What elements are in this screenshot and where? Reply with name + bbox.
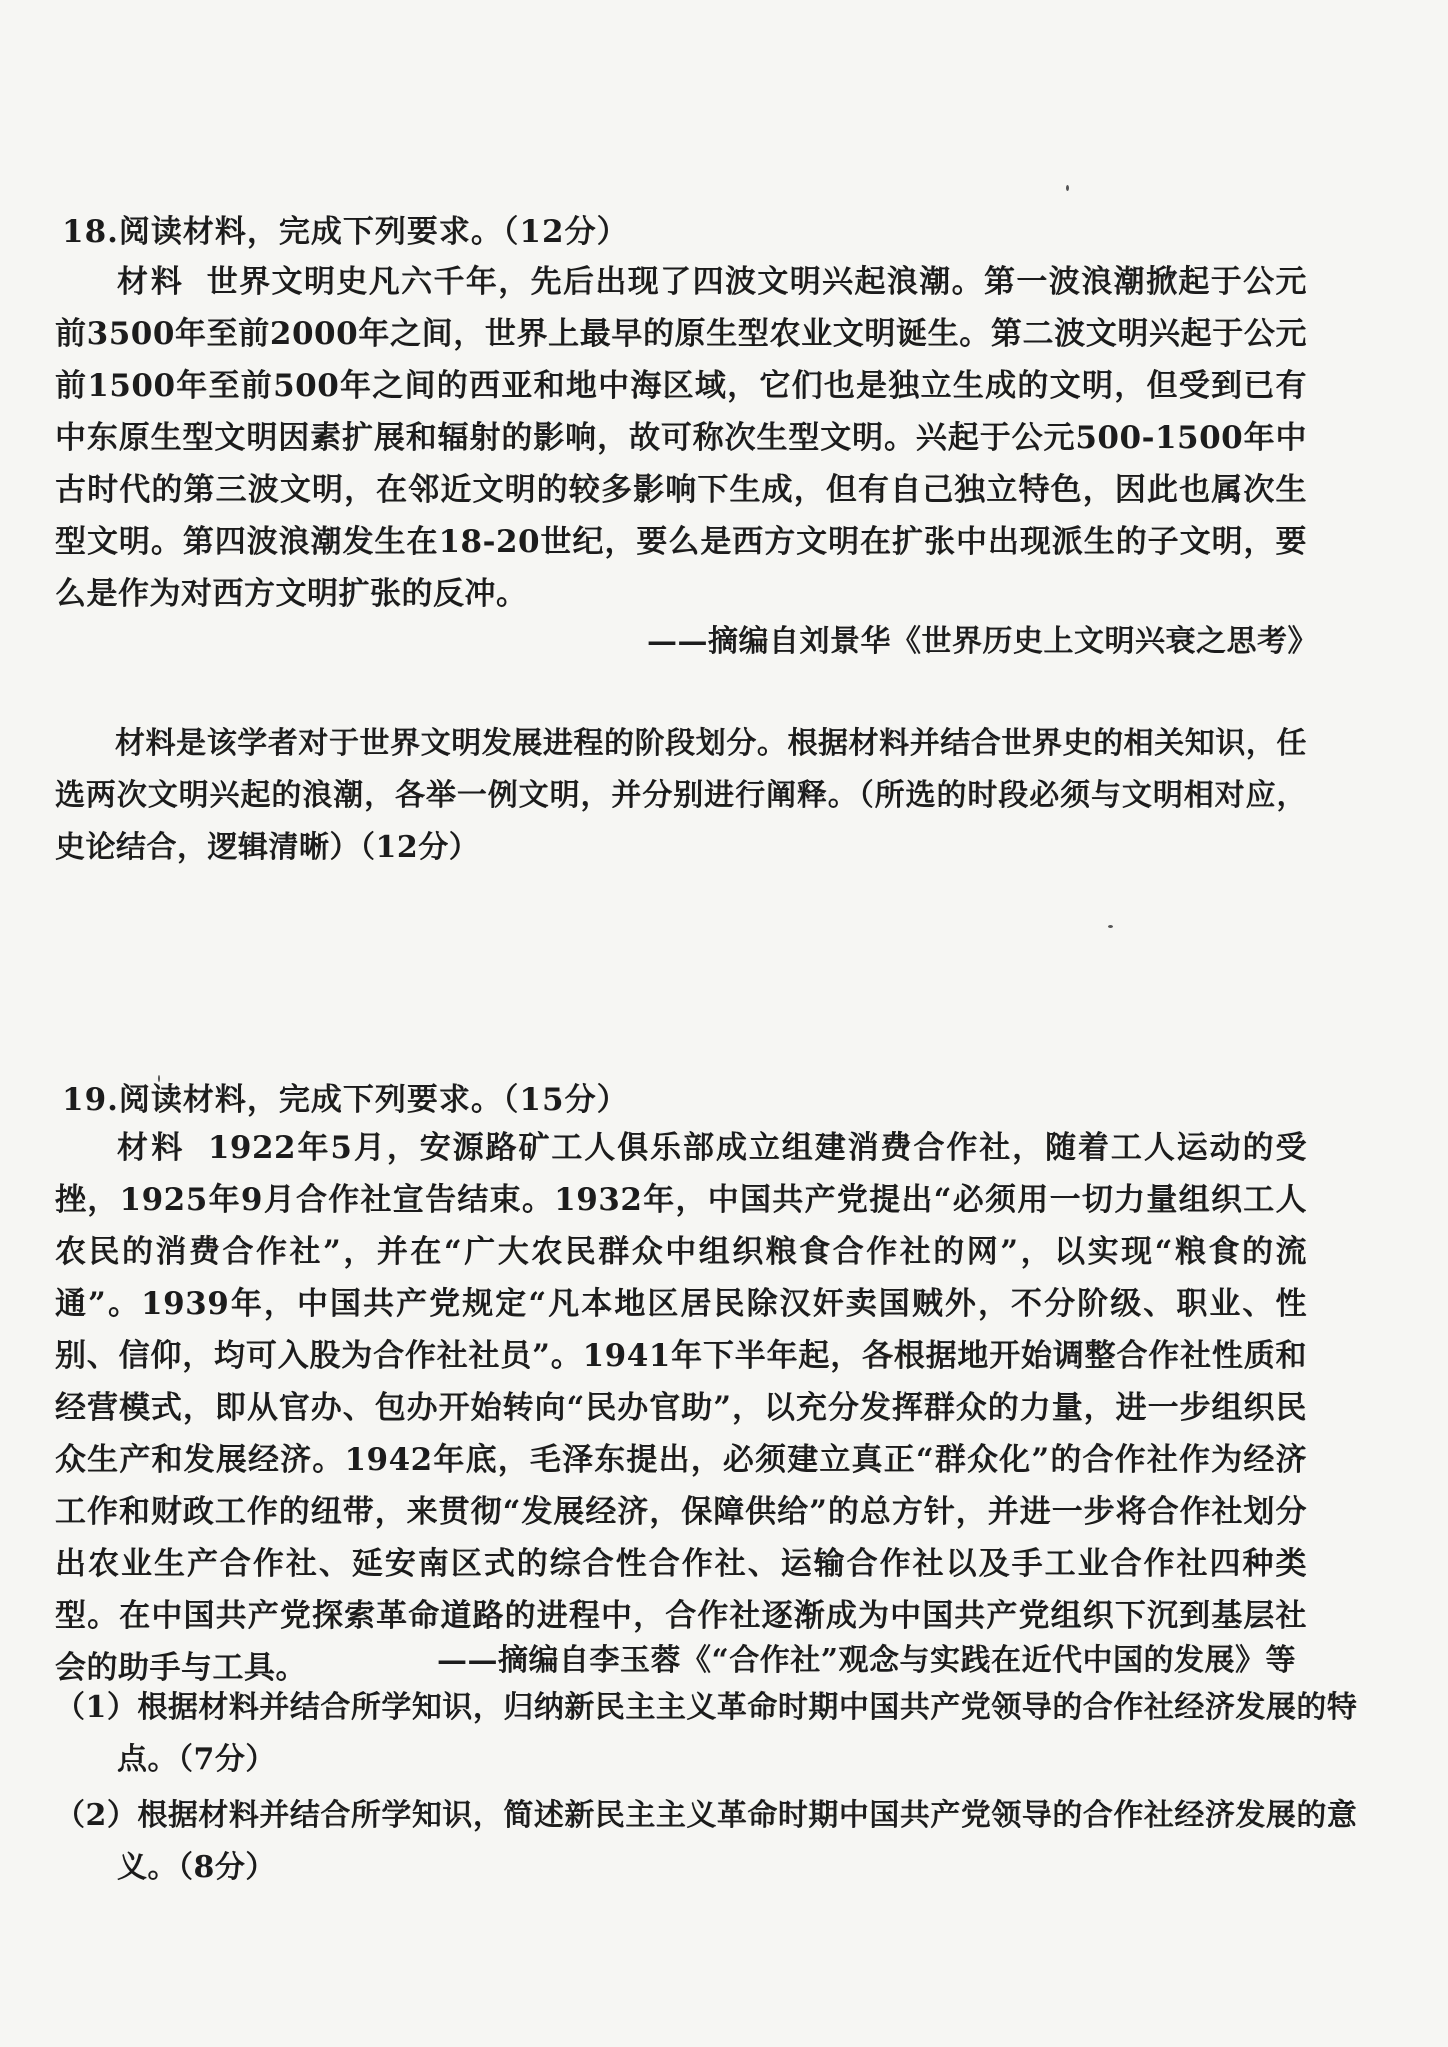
question-19-material	[55, 1122, 1307, 1694]
scan-speck	[1108, 925, 1113, 928]
question-18-material	[55, 256, 1307, 620]
question-19-material-text: 1922年5月，安源路矿工人俱乐部成立组建消费合作社，随着工人运动的受挫，1925年9月合作社宣告结束。1932年，中国共产党提出“必须用一切力量组织工人农民的消费合作社”，并在“广大农民群众中组织粮食合作社的网”，以实现“粮食的流通”。1939年，中国共产党规定“凡本地区居民除汉奸卖国贼外，不分阶级、职业、性别、信仰，均可入股为合作社社员”。1941年下半年起，各根据地开始调整合作社性质和经营模式，即从官办、包办开始转向“民办官助”，以充分发挥群众的力量，进一步组织民众生产和发展经济。1942年底，毛泽东提出，必须建立真正“群众化”的合作社作为经济工作和财政工作的纽带，来贯彻“发展经济，保障供给”的总方针，并进一步将合作社划分出农业生产合作社、延安南区式的综合性合作社、运输合作社以及手工业合作社四种类型。在中国共产党探索革命道路的进程中，合作社逐渐成为中国共产党组织下沉到基层社会的助手与工具。	[55, 1130, 1307, 1686]
question-18-title: 18.阅读材料，完成下列要求。（12分）	[62, 214, 629, 250]
question-18-task: 材料是该学者对于世界文明发展进程的阶段划分。根据材料并结合世界史的相关知识，任选两次文明兴起的浪潮，各举一例文明，并分别进行阐释。（所选的时段必须与文明相对应，史论结合，逻辑清晰）（12分）	[55, 726, 1307, 865]
question-19-source: ——摘编自李玉蓉《“合作社”观念与实践在近代中国的发展》等	[436, 1643, 1296, 1678]
material-label: 材料	[117, 1130, 186, 1166]
scan-speck	[1066, 185, 1069, 191]
question-19-sub-1: （1）根据材料并结合所学知识，归纳新民主主义革命时期中国共产党领导的合作社经济发展的特点。（7分）	[55, 1690, 1358, 1777]
question-19-sub-2: （2）根据材料并结合所学知识，简述新民主主义革命时期中国共产党领导的合作社经济发展的意义。（8分）	[55, 1798, 1358, 1885]
question-19-title: 19.阅读材料，完成下列要求。（15分）	[62, 1082, 629, 1118]
question-18-material-text: 世界文明史凡六千年，先后出现了四波文明兴起浪潮。第一波浪潮掀起于公元前3500年至前2000年之间，世界上最早的原生型农业文明诞生。第二波文明兴起于公元前1500年至前500年之间的西亚和地中海区域，它们也是独立生成的文明，但受到已有中东原生型文明因素扩展和辐射的影响，故可称次生型文明。兴起于公元500-1500年中古时代的第三波文明，在邻近文明的较多影响下生成，但有自己独立特色，因此也属次生型文明。第四波浪潮发生在18-20世纪，要么是西方文明在扩张中出现派生的子文明，要么是作为对西方文明扩张的反冲。	[55, 264, 1308, 612]
question-18-source: ——摘编自刘景华《世界历史上文明兴衰之思考》	[647, 624, 1318, 659]
material-label: 材料	[117, 264, 185, 300]
